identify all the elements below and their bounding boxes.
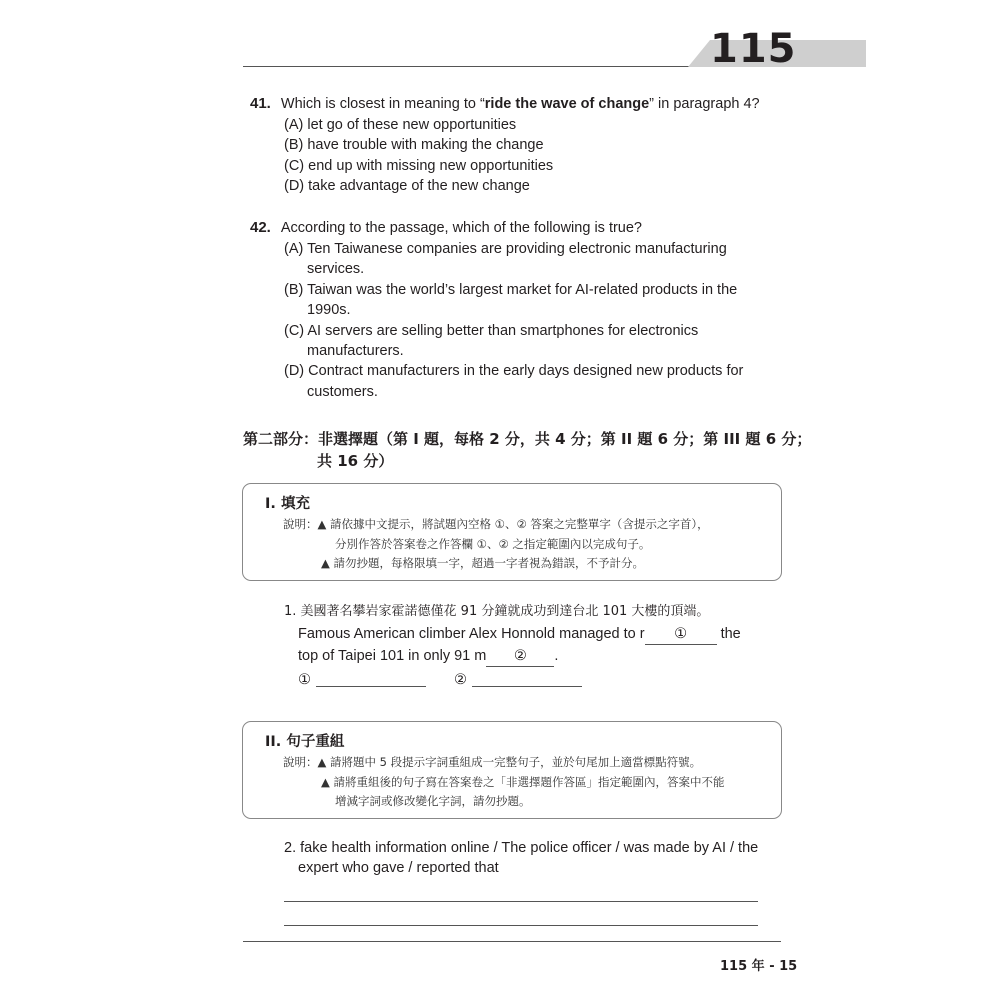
answer-label-2: ② [454,672,467,688]
question-number: 42. [250,219,271,236]
part2-heading: 第二部分：非選擇題（第 I 題，每格 2 分，共 4 分；第 II 題 6 分；第 III 題 6 分； 共 16 分） [243,430,812,470]
answer-line-4[interactable] [284,925,758,926]
question-stem-bold: ride the wave of change [484,96,650,112]
year-title: 115 [710,26,797,72]
option-b: (B) Taiwan was the world’s largest market for AI-related products in the 1990s. [284,281,738,319]
question-stem-end: ” in paragraph 4? [649,96,760,112]
q41-options [284,115,553,197]
option-a: (A) let go of these new opportunities [284,117,517,133]
question-42 [250,218,642,238]
answer-line-2[interactable] [472,686,582,687]
question-41 [250,94,760,114]
q1-chinese-prompt: 1. 美國著名攀岩家霍諾德僅花 91 分鐘就成功到達台北 101 大樓的頂端。 [284,604,710,619]
question-stem-start: Which is closest in meaning to “ [280,96,485,112]
q42-options [284,239,743,402]
section2-title: II. 句子重組 [265,734,345,750]
section2-instructions: 說明：▲ 請將題中 5 段提示字詞重組成一完整句子，並於句尾加上適當標點符號。 ▲ 請將重組後的句子寫在答案卷之「非選擇題作答區」指定範圍內，答案中不能 增減字詞或修改變化字詞，請勿抄題。 [283,755,725,808]
section1-title: I. 填充 [265,496,310,512]
page-number: 115 年 - 15 [720,959,798,974]
blank-1: ① [645,624,717,645]
question-number: 41. [250,95,271,112]
option-d: (D) take advantage of the new change [284,178,530,195]
question-stem: According to the passage, which of the following is true? [280,220,642,236]
footer-rule [243,941,781,942]
q2-prompt: 2. fake health information online / The police officer / was made by AI / the expert who gave / reported that [284,840,759,876]
option-b: (B) have trouble with making the change [284,137,544,154]
blank-2: ② [486,646,554,667]
q1-english-line2: top of Taipei 101 in only 91 m ② . [298,646,558,667]
q1-english-line1: Famous American climber Alex Honnold managed to r ① the [298,624,741,645]
section1-instructions: 說明：▲ 請依據中文提示，將試題內空格 ①、② 答案之完整單字（含提示之字首）， 分別作答於答案卷之作答欄 ①、② 之指定範圍內以完成句子。 ▲ 請勿抄題，每格限填一字，超過一字者視為錯誤，不予計分。 [283,517,709,570]
answer-label-1: ① [298,672,311,688]
option-c: (C) end up with missing new opportunities [284,157,554,174]
option-d: (D) Contract manufacturers in the early days designed new products for customers. [284,363,744,400]
header-rule [243,66,693,67]
option-a: (A) Ten Taiwanese companies are providing electronic manufacturing services. [284,241,727,278]
option-c: (C) AI servers are selling better than smartphones for electronics manufacturers. [284,322,699,360]
answer-line-1[interactable] [316,686,426,687]
answer-line-3[interactable] [284,901,758,902]
